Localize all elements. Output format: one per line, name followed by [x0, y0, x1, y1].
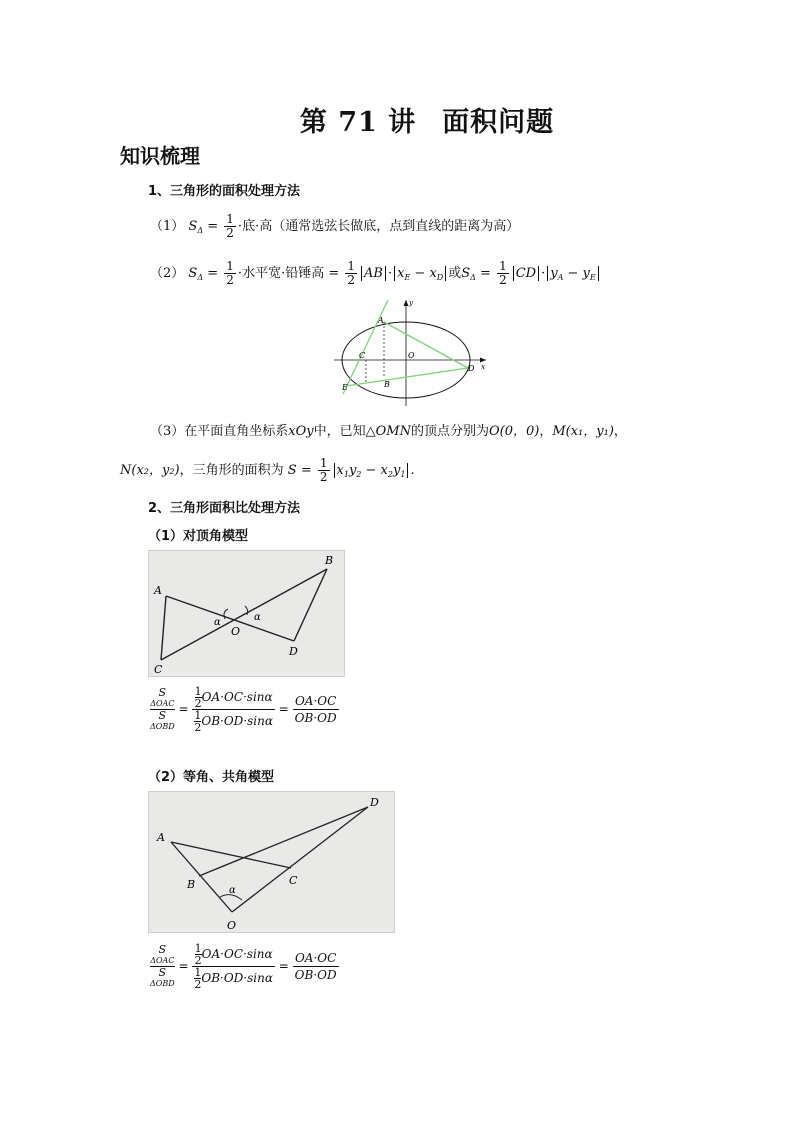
formula-2-text: 水平宽·铅锤高 — [242, 266, 325, 281]
green-line-ae — [343, 300, 388, 394]
formula-1: （1） $S_\Delta$ = $\frac{1}{2}$ ·底·高（通常选弦长做底，点到直线的距离为高） — [150, 212, 520, 240]
ratio-formula-1: S ΔOAC S ΔOBD = $\frac{1}{2}$ OA·OC·sinα $\frac{1}{2}$ OB·OD·sinα = $\frac{OA\cdot OC}{OB\cdot OD}$ — [150, 685, 337, 734]
label-o: O — [408, 351, 415, 360]
model1-heading: （1）对顶角模型 — [148, 529, 249, 544]
label-y: y — [409, 299, 413, 307]
s-symbol: $S_\Delta$ — [188, 219, 204, 235]
or-word: 或 — [448, 266, 462, 281]
lecture-number: 第 71 讲 — [299, 107, 417, 138]
label-d: D — [468, 364, 475, 373]
svg-text:C: C — [154, 663, 163, 676]
item-number: （2） — [150, 266, 185, 281]
model2-heading: （2）等角、共角模型 — [148, 770, 275, 785]
green-line-ed — [346, 368, 468, 386]
formula-3-line2: N(x₂，y₂)，三角形的面积为 S = $\frac{1}{2}$ $x_1y_2 - x_2y_1$ . — [120, 456, 415, 484]
ellipse-figure — [328, 296, 490, 410]
svg-text:D: D — [289, 645, 298, 658]
green-line-ad — [384, 322, 468, 368]
vertical-angle-figure — [148, 550, 345, 677]
svg-text:O: O — [231, 625, 241, 638]
common-angle-figure — [148, 791, 395, 933]
svg-text:O: O — [227, 919, 237, 932]
sec2-heading: 2、三角形面积比处理方法 — [148, 501, 301, 516]
svg-text:α: α — [229, 885, 236, 896]
svg-text:α: α — [254, 612, 261, 623]
svg-text:A: A — [157, 831, 165, 844]
svg-text:B: B — [325, 554, 334, 567]
item-number: （1） — [150, 219, 185, 234]
label-x: x — [481, 363, 485, 371]
svg-text:D: D — [370, 796, 379, 809]
y-arrow-icon — [404, 300, 409, 306]
formula-3-line1: （3）在平面直角坐标系xOy中，已知△OMN的顶点分别为O(0，0)，M(x₁，y₁)， — [150, 424, 627, 439]
page-title — [0, 100, 794, 139]
svg-text:α: α — [214, 617, 221, 628]
formula-2: （2） $S_\Delta$ = $\frac{1}{2}$ ·水平宽·铅锤高 = $\frac{1}{2}$ AB · $x_E - x_D$ 或$S_\Delta$ = $\frac{1}{2}$ CD · $y_A - y_E$ — [150, 260, 601, 287]
half-fraction: $\frac{1}{2}$ — [226, 212, 234, 240]
label-c: C — [359, 351, 366, 360]
label-a: A — [378, 316, 384, 325]
svg-text:B: B — [187, 878, 196, 891]
label-b: B — [384, 380, 390, 389]
section-heading: 知识梳理 — [120, 144, 200, 168]
svg-text:C: C — [289, 874, 298, 887]
sec1-heading: 1、三角形的面积处理方法 — [148, 184, 301, 199]
svg-text:A: A — [154, 584, 162, 597]
x-arrow-icon — [480, 358, 486, 363]
formula-1-text: 底·高（通常选弦长做底，点到直线的距离为高） — [242, 219, 520, 234]
ratio-formula-2: S ΔOAC S ΔOBD = $\frac{1}{2}$ OA·OC·sinα $\frac{1}{2}$ OB·OD·sinα = $\frac{OA\cdot OC}{OB\cdot OD}$ — [150, 942, 337, 991]
lecture-topic: 面积问题 — [442, 107, 555, 138]
label-e: E — [342, 383, 348, 392]
